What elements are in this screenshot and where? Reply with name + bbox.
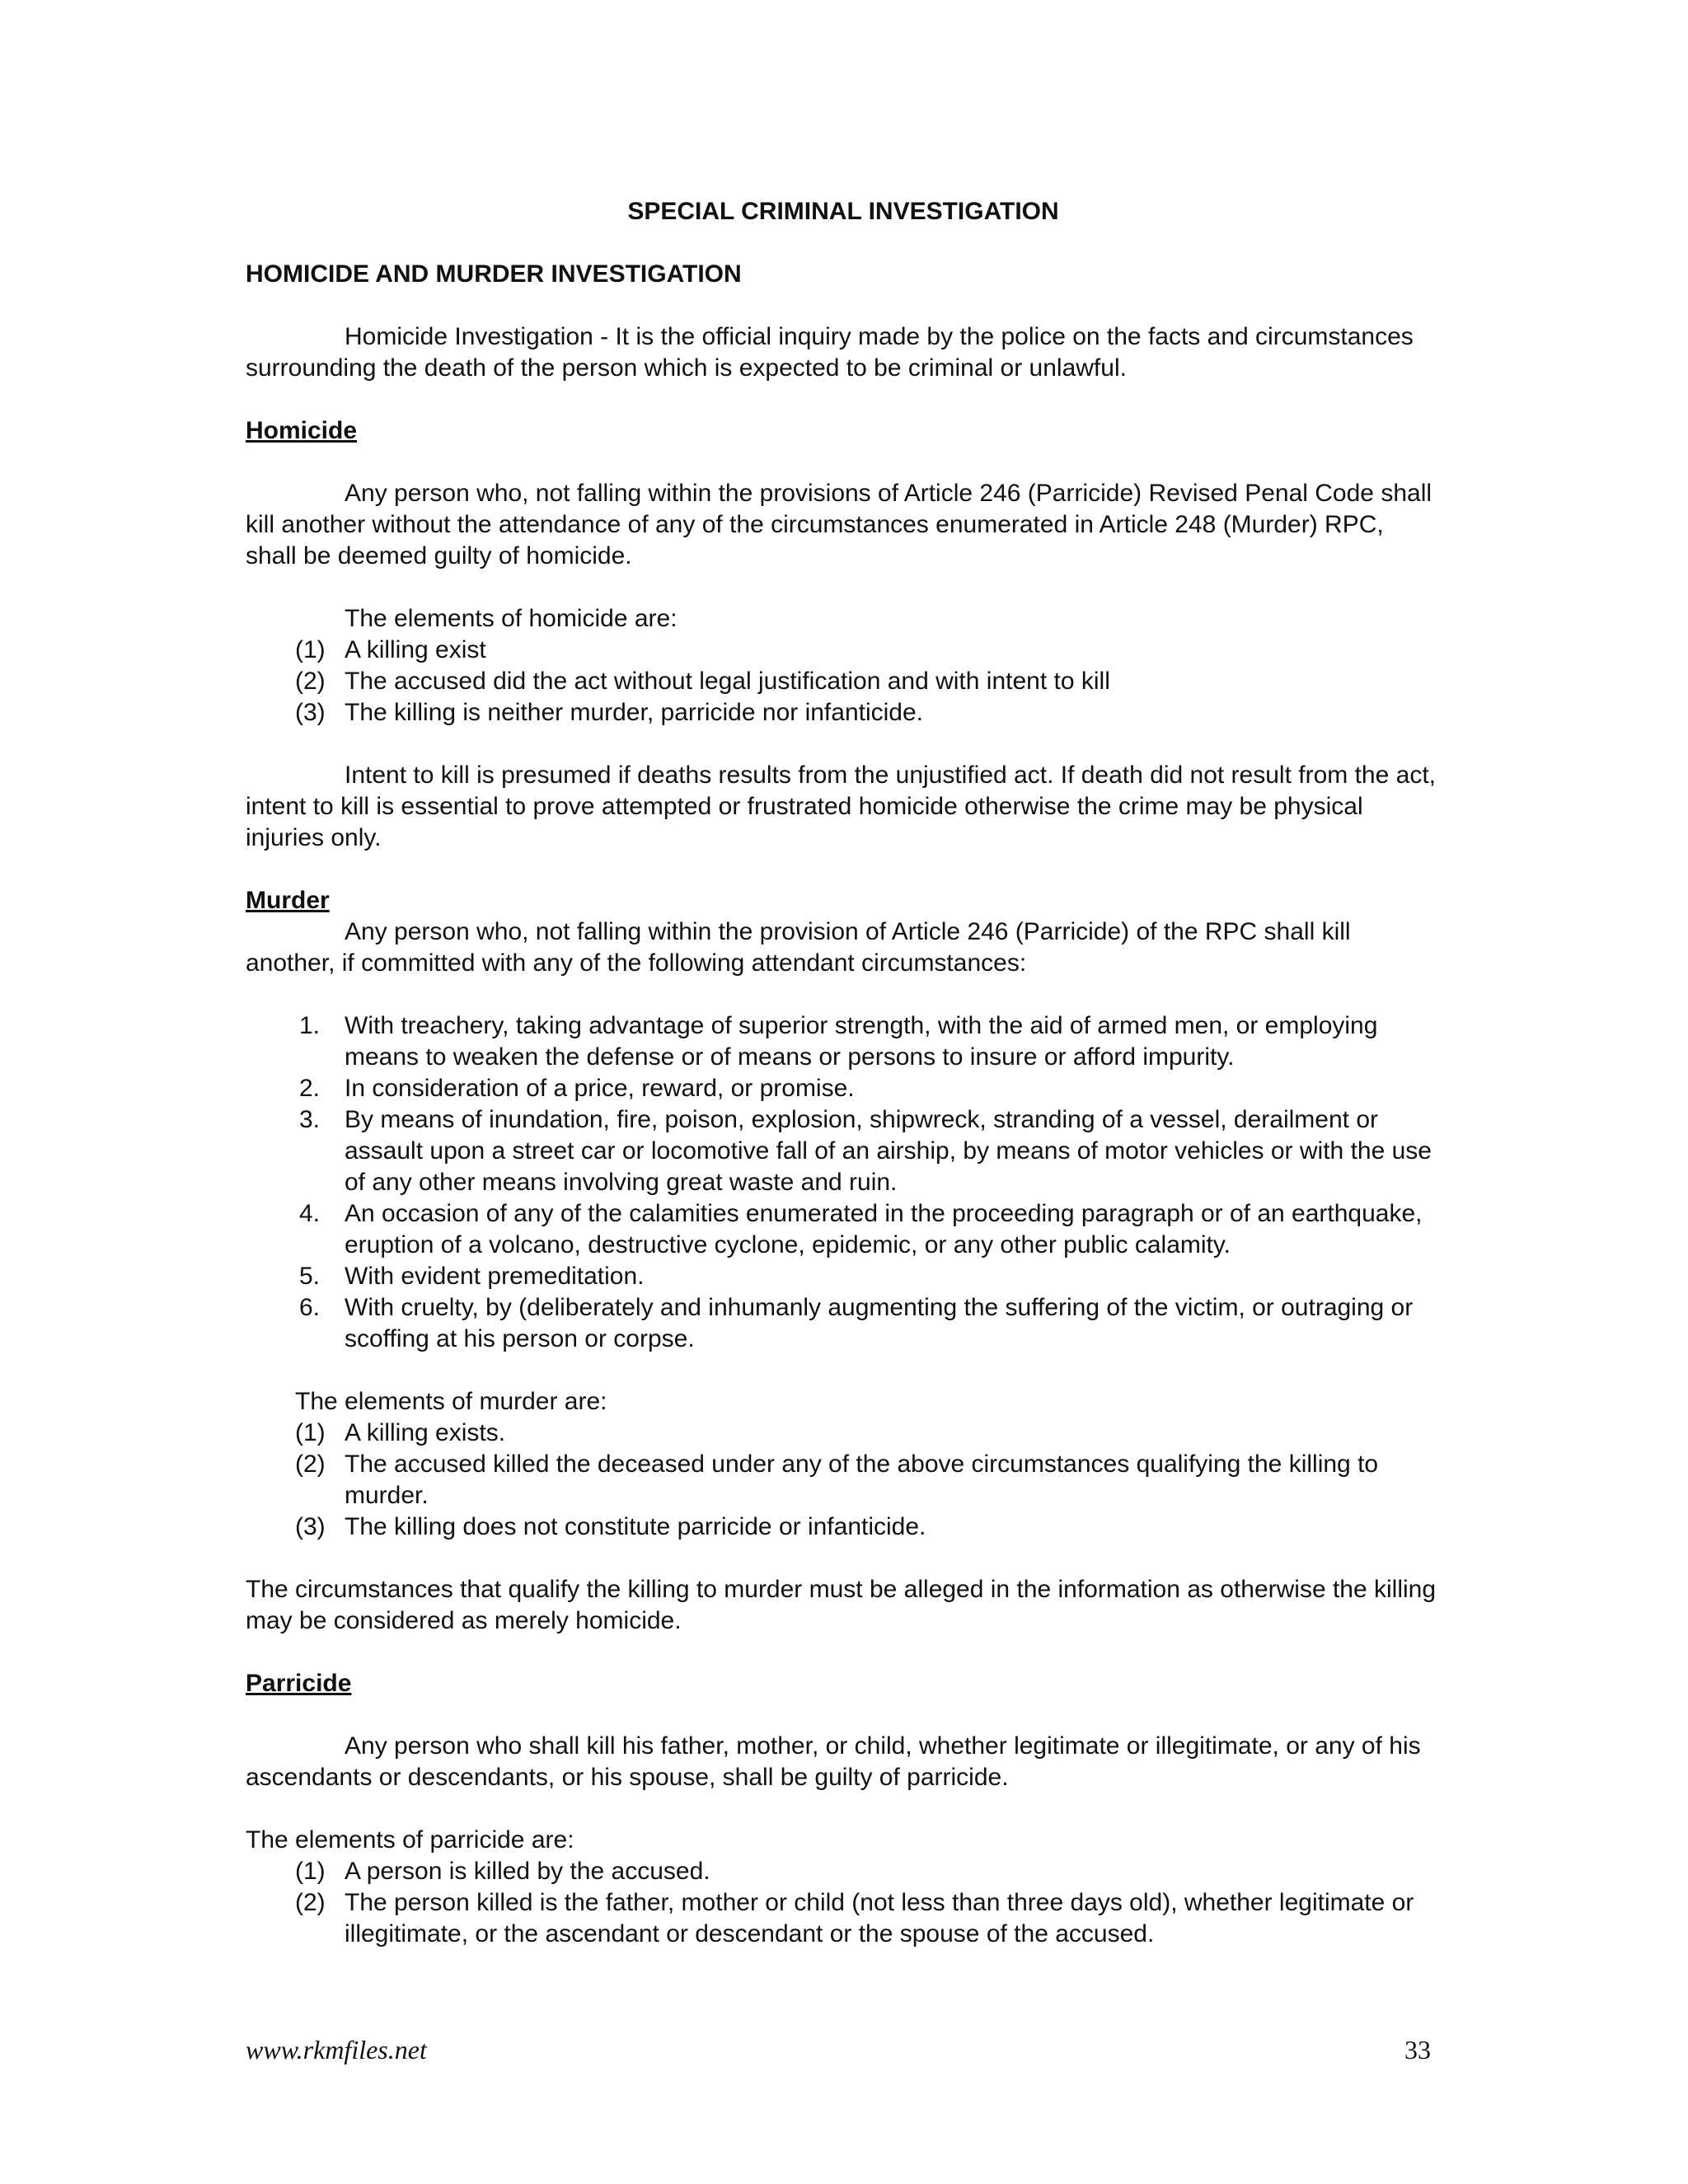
murder-elements-intro: The elements of murder are: [295,1388,607,1415]
document-page [246,0,1441,2184]
homicide-paragraph: Any person who, not falling within the provisions of Article 246 (Parricide) Revised Penal Code shall kill another without the attendance of any of the circumstances enumerated in Article 248 (Murder) RPC, shall be deemed guilty of homicide. [246,480,1432,569]
intent-paragraph: Intent to kill is presumed if deaths results from the unjustified act. If death did not result from the act, intent to kill is essential to prove attempted or frustrated homicide otherwise the crime may be physical injuries only. [246,762,1436,851]
list-item [246,1292,1441,1355]
list-item [246,1073,1441,1104]
list-item [246,1010,1441,1073]
list-marker: (1) [295,1419,326,1446]
list-item [246,1418,1441,1449]
list-item-text: With evident premeditation. [345,1263,645,1290]
parricide-heading: Parricide [246,1670,352,1697]
list-marker: 2. [298,1075,320,1102]
list-item-text: By means of inundation, fire, poison, explosion, shipwreck, stranding of a vessel, derailment or assault upon a street car or locomotive fall of an airship, by means of motor vehicles or with the use of any other means involving great waste and ruin. [345,1106,1432,1196]
list-item-text: An occasion of any of the calamities enumerated in the proceeding paragraph or of an earthquake, eruption of a volcano, destructive cyclone, epidemic, or any other public calamity. [345,1200,1423,1258]
parricide-paragraph: Any person who shall kill his father, mother, or child, whether legitimate or illegitimate, or any of his ascendants or descendants, or his spouse, shall be guilty of parricide. [246,1732,1421,1791]
qualify-paragraph: The circumstances that qualify the killing to murder must be alleged in the information as otherwise the killing may be considered as merely homicide. [246,1576,1437,1634]
list-marker: 3. [298,1106,320,1133]
list-marker: (1) [295,636,326,663]
list-item-text: With cruelty, by (deliberately and inhumanly augmenting the suffering of the victim, or outraging or scoffing at his person or corpse. [345,1294,1414,1352]
list-item [246,1198,1441,1261]
section-heading: HOMICIDE AND MURDER INVESTIGATION [246,260,742,288]
list-marker: (2) [295,1889,326,1916]
homicide-elements-intro: The elements of homicide are: [345,605,678,632]
murder-circumstances-list [246,1010,1441,1355]
document-title: SPECIAL CRIMINAL INVESTIGATION [627,198,1059,225]
list-item-text: A killing exist [345,636,486,663]
parricide-elements-list [246,1856,1441,1950]
list-item [246,1261,1441,1292]
list-marker: 4. [298,1200,320,1227]
murder-paragraph: Any person who, not falling within the provision of Article 246 (Parricide) of the RPC shall kill another, if committed with any of the following attendant circumstances: [246,918,1351,977]
parricide-elements-intro: The elements of parricide are: [246,1826,574,1854]
document-body [246,259,1441,1950]
list-item-text: The accused killed the deceased under any of the above circumstances qualifying the killing to murder. [345,1451,1379,1509]
page-number: 33 [1404,2035,1431,2064]
list-item [246,1887,1441,1950]
list-marker: (2) [295,668,326,695]
homicide-elements-list [246,635,1441,729]
list-marker: 1. [298,1012,320,1039]
list-item [246,1856,1441,1887]
list-item-text: A person is killed by the accused. [345,1858,710,1885]
list-item [246,1511,1441,1543]
murder-elements-list [246,1418,1441,1543]
list-item [246,1104,1441,1198]
list-item [246,666,1441,697]
list-item-text: The person killed is the father, mother or child (not less than three days old), whether legitimate or illegitimate, or the ascendant or descendant or the spouse of the accused. [345,1889,1414,1947]
list-marker: 6. [298,1294,320,1321]
list-marker: 5. [298,1263,320,1290]
murder-heading: Murder [246,887,330,914]
list-marker: (1) [295,1858,326,1885]
list-item-text: The accused did the act without legal justification and with intent to kill [345,668,1110,695]
list-item-text: The killing does not constitute parricide or infanticide. [345,1513,926,1540]
list-item-text: In consideration of a price, reward, or promise. [345,1075,855,1102]
list-item-text: The killing is neither murder, parricide nor infanticide. [345,699,923,726]
list-marker: (3) [295,1513,326,1540]
list-item-text: With treachery, taking advantage of superior strength, with the aid of armed men, or employing means to weaken the defense or of means or persons to insure or afford impurity. [345,1012,1378,1071]
footer-website: www.rkmfiles.net [246,2035,427,2064]
homicide-heading: Homicide [246,417,358,444]
intro-paragraph: Homicide Investigation - It is the official inquiry made by the police on the facts and circumstances surrounding the death of the person which is expected to be criminal or unlawful. [246,323,1414,382]
list-item [246,697,1441,729]
list-marker: (3) [295,699,326,726]
list-item [246,635,1441,666]
list-item-text: A killing exists. [345,1419,506,1446]
list-marker: (2) [295,1451,326,1478]
list-item [246,1449,1441,1511]
